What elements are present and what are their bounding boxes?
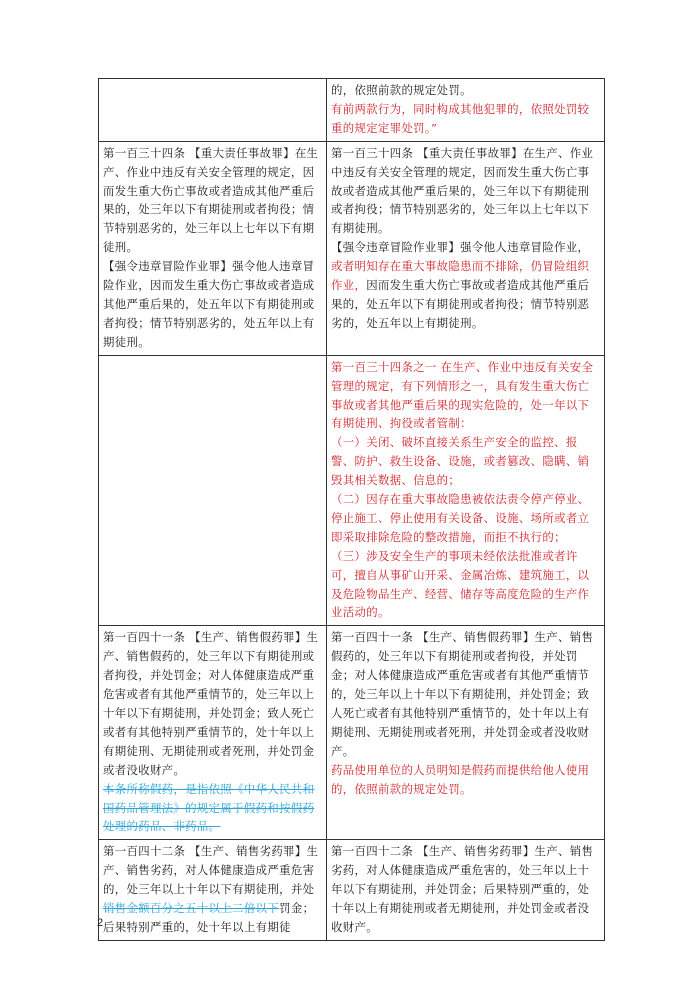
old-text-cell — [99, 141, 327, 355]
paragraph: 的，依照前款的规定处罚。 — [331, 83, 472, 97]
added-paragraph: （三）涉及安全生产的事项未经依法批准或者许可，擅自从事矿山开采、金属冶炼、建筑施工，以及危险物品生产、经营、储存等高度危险的生产作业活动的。 — [331, 548, 590, 620]
added-paragraph: （二）因存在重大事故隐患被依法责令停产停业、停止施工、停止使用有关设备、设施、场所或者立即采取排除危险的整改措施，而拒不执行的； — [331, 492, 590, 544]
text-run: 因而发生重大伤亡事故或者造成其他严重后果的，处五年以下有期徒刑或者拘役；情节特别恶劣的，处五年以上有期徒刑。 — [331, 278, 590, 330]
comparison-table — [98, 78, 605, 941]
table-row — [99, 355, 605, 626]
paragraph — [331, 238, 601, 333]
new-text-cell — [327, 355, 605, 626]
paragraph: 【强令违章冒险作业罪】强令他人违章冒险作业，因而发生重大伤亡事故或者造成其他严重后果的，处五年以下有期徒刑或者拘役；情节特别恶劣的，处五年以上有期徒刑。 — [103, 259, 315, 349]
paragraph: 第一百四十一条 【生产、销售假药罪】生产、销售假药的，处三年以下有期徒刑或者拘役，并处罚金；对人体健康造成严重危害或者有其他严重情节的，处三年以上十年以下有期徒刑，并处罚金；致人死亡或者有其他特别严重情节的，处十年以上有期徒刑、无期徒刑或者死刑，并处罚金或者没收财产。 — [331, 630, 594, 758]
page-number: 2 — [97, 917, 104, 929]
paragraph: 第一百四十二条 【生产、销售劣药罪】生产、销售劣药，对人体健康造成严重危害的，处三年以上十年以下有期徒刑，并处罚金；后果特别严重的，处十年以上有期徒刑或者无期徒刑，并处罚金或者没收财产。 — [331, 844, 594, 934]
old-text-cell — [99, 840, 327, 941]
text-run: 罚金；后果特别严重的，处十年以上有期徒 — [103, 901, 315, 934]
deleted-text: 销售金额百分之五十以上二倍以下 — [103, 901, 280, 916]
new-text-cell — [327, 79, 605, 142]
added-paragraph: 第一百三十四条之一 在生产、作业中违反有关安全管理的规定，有下列情形之一，具有发生重大伤亡事故或者其他严重后果的现实危险的，处一年以下有期徒刑、拘役或者管制： — [331, 359, 594, 431]
table-row — [99, 840, 605, 941]
new-text-cell — [327, 840, 605, 941]
table-row — [99, 626, 605, 840]
paragraph: 第一百四十一条 【生产、销售假药罪】生产、销售假药的，处三年以下有期徒刑或者拘役，并处罚金；对人体健康造成严重危害或者有其他严重情节的，处三年以上十年以下有期徒刑，并处罚金；致人死亡或者有其他特别严重情节的，处十年以上有期徒刑、无期徒刑或者死刑，并处罚金或者没收财产。 — [103, 630, 319, 777]
added-paragraph: （一）关闭、破坏直接关系生产安全的监控、报警、防护、救生设备、设施，或者篡改、隐瞒、销毁其相关数据、信息的； — [331, 435, 590, 488]
text-run: 第一百四十二条 【生产、销售劣药罪】生产、销售劣药，对人体健康造成严重危害的，处三年以上十年以下有期徒刑，并处 — [103, 844, 319, 897]
old-text-cell — [99, 355, 327, 626]
deleted-paragraph: 本条所称假药，是指依照《中华人民共和国药品管理法》的规定属于假药和按假药处理的药品、非药品。 — [103, 781, 315, 834]
added-text: 或者明知存在重大事故隐患而不排除，仍冒险组织作业， — [331, 259, 590, 293]
text-run: 【强令违章冒险作业罪】强令他人违章冒险作业， — [331, 240, 590, 255]
table-row — [99, 141, 605, 355]
new-text-cell — [327, 141, 605, 355]
old-text-cell — [99, 79, 327, 142]
paragraph — [103, 842, 323, 937]
added-paragraph: 药品使用单位的人员明知是假药而提供给他人使用的，依照前款的规定处罚。 — [331, 762, 590, 796]
new-text-cell — [327, 626, 605, 840]
table-row — [99, 79, 605, 142]
added-paragraph: 有前两款行为，同时构成其他犯罪的，依照处罚较重的规定定罪处罚。” — [331, 101, 590, 135]
old-text-cell — [99, 626, 327, 840]
paragraph: 第一百三十四条 【重大责任事故罪】在生产、作业中违反有关安全管理的规定，因而发生重大伤亡事故或者造成其他严重后果的，处三年以下有期徒刑或者拘役；情节特别恶劣的，处三年以上七年以下有期徒刑。 — [331, 145, 594, 236]
paragraph: 第一百三十四条 【重大责任事故罪】在生产、作业中违反有关安全管理的规定，因而发生重大伤亡事故或者造成其他严重后果的，处三年以下有期徒刑或者拘役；情节特别恶劣的，处三年以上七年以下有期徒刑。 — [103, 145, 319, 255]
